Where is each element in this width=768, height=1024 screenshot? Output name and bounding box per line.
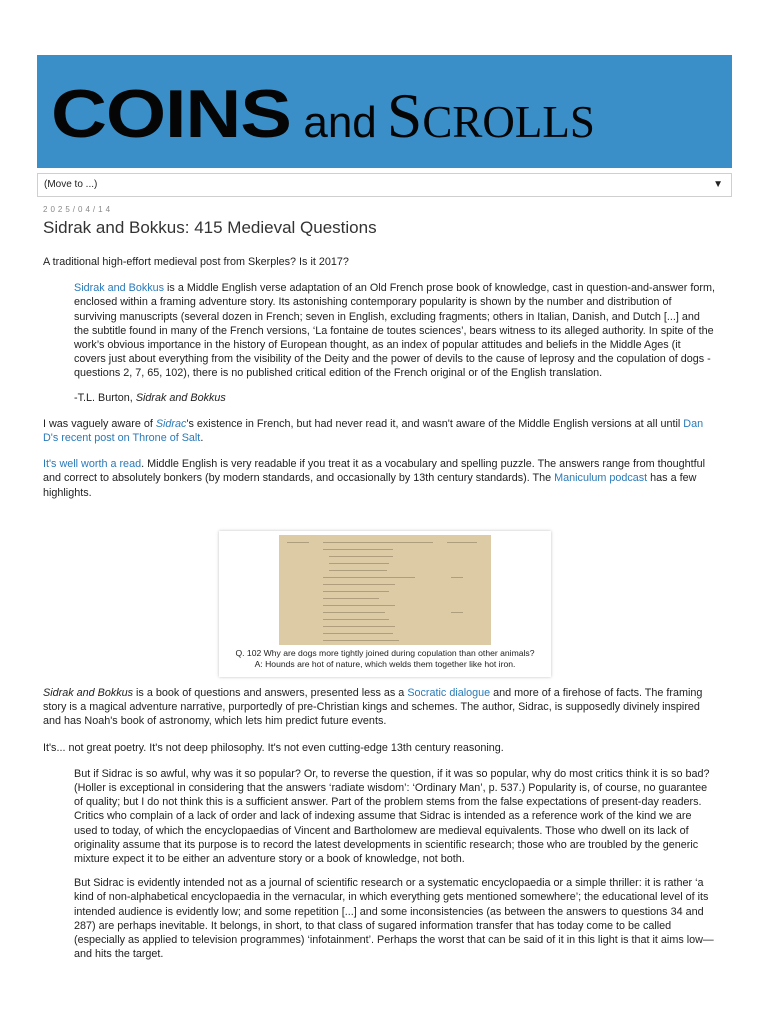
page-navigation-select[interactable] bbox=[37, 173, 732, 197]
post-date: 2025/04/14 bbox=[43, 205, 114, 214]
attribution-work: Sidrak and Bokkus bbox=[135, 391, 226, 404]
para3-text-2: has a few highlights. bbox=[43, 472, 697, 499]
blockquote-infotainment: But Sidrac is evidently intended not as a journal of scientific research or a systematic encyclopaedia or a simple thriller: it is rather ‘a kind of non-alphabetical encyclopaedia in the vernacular, in which everything gets mentioned somewhere’; the educational level of its intended audience is evidently low; and some repetition [...] and some inconsistencies (as between the answers to questions 34 and 287) are perhaps inevitable. It belongs, in short, to that class of sugared information transfer that has today come to be called (especially as applied to television programmes) ‘infotainment’. Perhaps the worst that can be said of it in this light is that it aims low—and hits the target. bbox=[74, 877, 714, 961]
nav-select-label: (Move to ...) bbox=[44, 179, 98, 190]
logo-scrolls-text: Scrolls bbox=[386, 80, 595, 151]
quote-attribution bbox=[74, 391, 715, 405]
para4-text-1: is a book of questions and answers, presented less as a bbox=[133, 687, 408, 699]
para4-text-2: and more of a firehose of facts. The framing story is a magical adventure narrative, purportedly of pre-Christian kings and schemes. The author, Sidrac, is supposedly divinely inspired and has Noah's book of astronomy, which lets him predict future events. bbox=[43, 687, 703, 728]
blockquote-burton bbox=[74, 281, 715, 380]
maniculum-podcast-link[interactable]: Maniculum podcast bbox=[554, 472, 648, 485]
post-content-continued bbox=[43, 686, 715, 961]
para2-text-2: 's existence in French, but had never read it, and wasn't aware of the Middle English versions at all until bbox=[186, 417, 684, 430]
logo-coins-text: COINS bbox=[51, 76, 291, 152]
attribution-author: -T.L. Burton, bbox=[74, 391, 136, 404]
blockquote-popularity: But if Sidrac is so awful, why was it so popular? Or, to reverse the question, if it was so popular, why do most critics think it is so bad? (Holler is exceptional in considering that the answers ‘radiate wisdom’: ‘Ordinary Man’, p. 537.) Popularity is, of course, no guarantee of quality; but I do not think this is a sufficient answer. Part of the problem stems from the false expectations of present-day readers. Critics who complain of a lack of order and lack of indexing assume that Sidrac is intended as a reference work of the kind we are used to today, of which the encyclopaedias of Vincent and Bartholomew are medieval equivalents. Those who dwell on its lack of originality assume that its purpose is to record the latest developments in scientific research; those who are troubled by the generic mixture expect it to be either an adventure story or a book of knowledge, not both. bbox=[74, 767, 710, 866]
paragraph-worth-read bbox=[43, 457, 715, 500]
worth-a-read-link[interactable]: It's well worth a read bbox=[43, 458, 142, 471]
manuscript-figure bbox=[219, 531, 551, 677]
para2-text-1: I was vaguely aware of bbox=[43, 417, 156, 430]
caption-answer: A: Hounds are hot of nature, which welds them together like hot iron. bbox=[254, 659, 516, 669]
sidrak-link[interactable]: Sidrak and Bokkus bbox=[74, 282, 165, 295]
figure-caption bbox=[219, 648, 551, 670]
post-title[interactable]: Sidrak and Bokkus: 415 Medieval Questions bbox=[43, 218, 377, 237]
blog-header[interactable] bbox=[37, 55, 732, 168]
manuscript-page-image[interactable] bbox=[279, 535, 491, 645]
sidrak-title-em: Sidrak and Bokkus bbox=[43, 687, 134, 699]
logo-and-text: and bbox=[303, 98, 377, 147]
paragraph-aware bbox=[43, 417, 715, 445]
para2-text-3: . bbox=[200, 432, 204, 445]
socratic-dialogue-link[interactable]: Socratic dialogue bbox=[407, 687, 491, 699]
blockquote-burton-text: is a Middle English verse adaptation of an Old French prose book of knowledge, cast in question-and-answer form, enclosed within a framing adventure story. Its astonishing contemporary popularity is shown by the number and distribution of surviving manuscripts (several dozen in French; seven in English, excluding fragments; others in Italian, Danish, and Dutch [...] and the subtitle found in many of the French versions, ‘La fontaine de toutes sciences’, bears witness to its alleged authority. In spite of the work’s obvious importance in the history of European thought, as an index of popular attitudes and beliefs in the Middle Ages (it covers just about everything from the visibility of the Deity and the power of devils to the cause of leprosy and the copulation of dogs - questions 2, 7, 65, 102), there is no published critical edition of the French original or of the English translation. bbox=[74, 282, 715, 380]
throne-of-salt-link[interactable]: Dan D's recent post on Throne of Salt bbox=[43, 417, 704, 445]
post-intro: A traditional high-effort medieval post from Skerples? Is it 2017? bbox=[43, 256, 349, 268]
paragraph-sidrak-description bbox=[43, 686, 715, 729]
caption-question: Q. 102 Why are dogs more tightly joined during copulation than other animals? bbox=[235, 648, 535, 658]
chevron-down-icon[interactable]: ▼ bbox=[713, 179, 723, 190]
sidrac-link[interactable]: Sidrac bbox=[155, 417, 187, 430]
post-content bbox=[43, 205, 715, 500]
para3-text-1: . Middle English is very readable if you treat it as a vocabulary and spelling puzzle. The answers range from thoughtful and correct to absolutely bonkers (by modern standards, and occasionally by 13th century standards). The bbox=[43, 458, 706, 485]
site-logo[interactable] bbox=[51, 75, 595, 153]
paragraph-not-great-poetry: It's... not great poetry. It's not deep philosophy. It's not even cutting-edge 13th century reasoning. bbox=[43, 741, 504, 754]
